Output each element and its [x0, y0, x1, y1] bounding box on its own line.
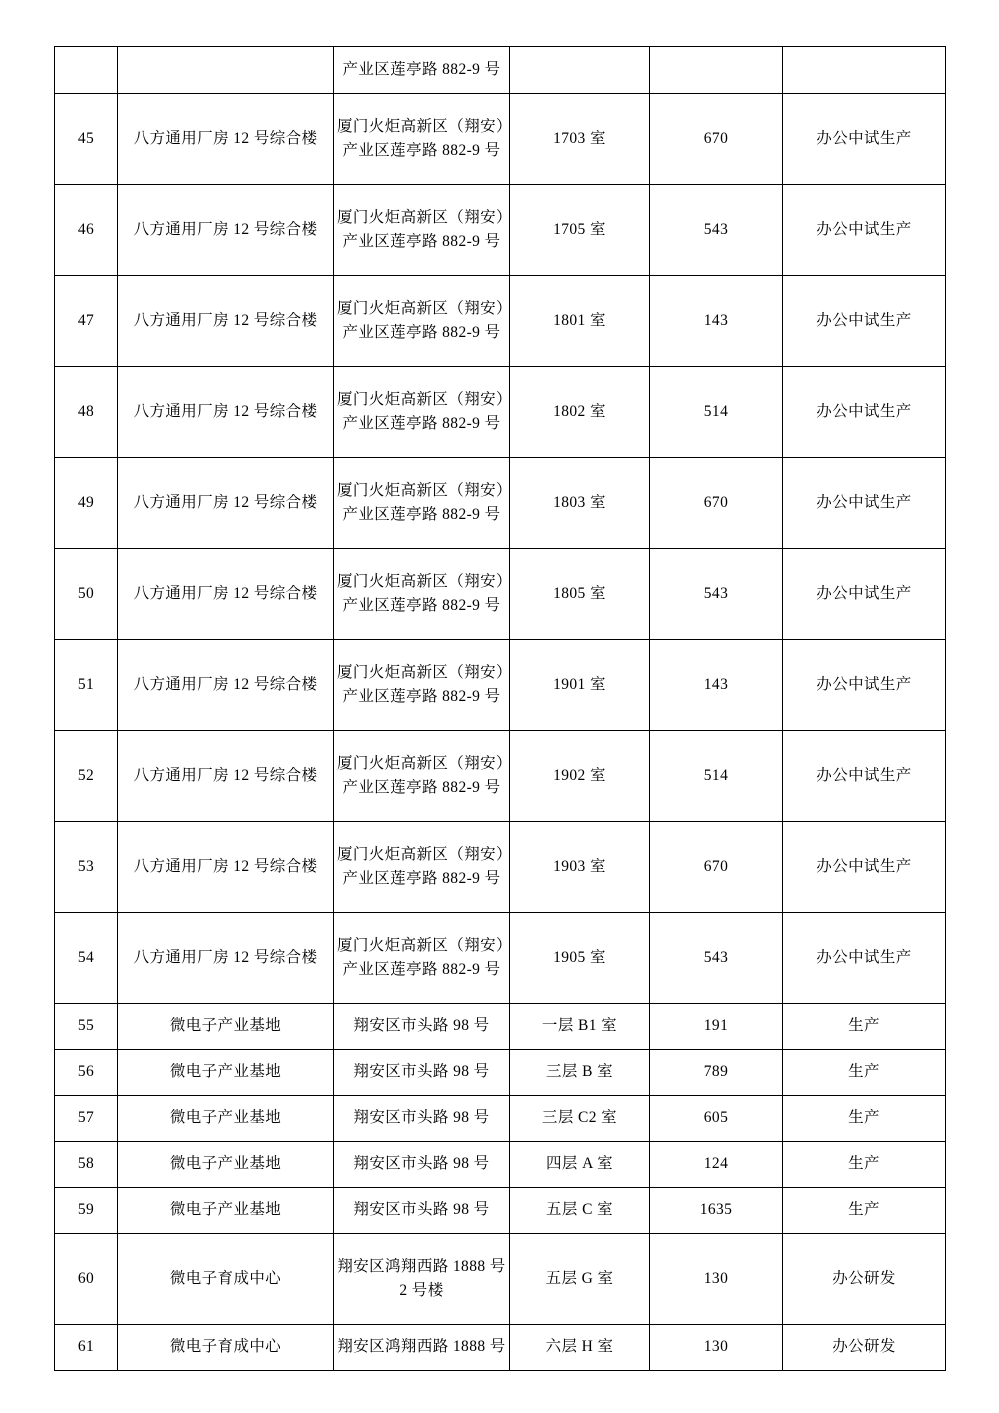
- cell-area: 605: [650, 1096, 783, 1142]
- address-line: 产业区莲亭路 882-9 号: [342, 233, 501, 250]
- address-line: 产业区莲亭路 882-9 号: [342, 961, 501, 978]
- property-listing-table: [54, 46, 946, 1371]
- cell-room: 1703 室: [510, 94, 650, 185]
- cell-area: 514: [650, 731, 783, 822]
- cell-building-name: 八方通用厂房 12 号综合楼: [118, 549, 334, 640]
- address-line: 翔安区市头路 98 号: [353, 1201, 490, 1219]
- table-row: [55, 1325, 946, 1371]
- cell-building-name: 八方通用厂房 12 号综合楼: [118, 367, 334, 458]
- cell-building-name: 微电子育成中心: [118, 1325, 334, 1371]
- cell-use: 办公研发: [783, 1234, 946, 1325]
- table-row: [55, 640, 946, 731]
- cell-room: 1705 室: [510, 185, 650, 276]
- table-row: [55, 822, 946, 913]
- cell-room: 1901 室: [510, 640, 650, 731]
- cell-use: 办公中试生产: [783, 549, 946, 640]
- cell-index: 57: [55, 1096, 118, 1142]
- address-line: 产业区莲亭路 882-9 号: [342, 779, 501, 796]
- cell-use: 生产: [783, 1050, 946, 1096]
- table-row: [55, 185, 946, 276]
- address-line: 2 号楼: [399, 1282, 444, 1299]
- cell-room: [510, 47, 650, 94]
- cell-room: 六层 H 室: [510, 1325, 650, 1371]
- cell-index: 47: [55, 276, 118, 367]
- cell-index: 56: [55, 1050, 118, 1096]
- cell-use: 办公中试生产: [783, 185, 946, 276]
- cell-room: 1805 室: [510, 549, 650, 640]
- cell-area: 143: [650, 640, 783, 731]
- cell-area: 514: [650, 367, 783, 458]
- address-line: 产业区莲亭路 882-9 号: [342, 688, 501, 705]
- address-line: 厦门火炬高新区（翔安）: [337, 117, 512, 135]
- cell-room: 三层 C2 室: [510, 1096, 650, 1142]
- table-row: [55, 458, 946, 549]
- cell-address: [334, 1142, 510, 1188]
- cell-building-name: 八方通用厂房 12 号综合楼: [118, 276, 334, 367]
- address-line: 厦门火炬高新区（翔安）: [337, 663, 512, 681]
- table-body: [55, 47, 946, 1371]
- table-row: [55, 94, 946, 185]
- cell-area: 543: [650, 913, 783, 1004]
- cell-building-name: 八方通用厂房 12 号综合楼: [118, 640, 334, 731]
- cell-index: 49: [55, 458, 118, 549]
- cell-room: 一层 B1 室: [510, 1004, 650, 1050]
- table-row: [55, 1096, 946, 1142]
- cell-building-name: 微电子产业基地: [118, 1142, 334, 1188]
- cell-room: 1903 室: [510, 822, 650, 913]
- cell-area: 143: [650, 276, 783, 367]
- cell-index: 51: [55, 640, 118, 731]
- cell-address: [334, 1096, 510, 1142]
- table-row: [55, 276, 946, 367]
- cell-address: [334, 1004, 510, 1050]
- cell-address: [334, 640, 510, 731]
- cell-address: [334, 458, 510, 549]
- cell-area: [650, 47, 783, 94]
- cell-index: 45: [55, 94, 118, 185]
- cell-address: [334, 1234, 510, 1325]
- cell-address: [334, 47, 510, 94]
- address-line: 厦门火炬高新区（翔安）: [337, 754, 512, 772]
- cell-index: 54: [55, 913, 118, 1004]
- table-row: [55, 1188, 946, 1234]
- cell-building-name: 微电子产业基地: [118, 1004, 334, 1050]
- cell-room: 三层 B 室: [510, 1050, 650, 1096]
- cell-address: [334, 276, 510, 367]
- cell-address: [334, 731, 510, 822]
- address-line: 翔安区市头路 98 号: [353, 1063, 490, 1081]
- cell-building-name: 微电子产业基地: [118, 1188, 334, 1234]
- cell-building-name: 微电子产业基地: [118, 1096, 334, 1142]
- cell-room: 1905 室: [510, 913, 650, 1004]
- cell-address: [334, 1325, 510, 1371]
- cell-area: 670: [650, 822, 783, 913]
- table-row-partial: [55, 47, 946, 94]
- address-line: 翔安区市头路 98 号: [353, 1017, 490, 1035]
- cell-address: [334, 185, 510, 276]
- address-line: 翔安区市头路 98 号: [353, 1109, 490, 1127]
- cell-area: 130: [650, 1234, 783, 1325]
- cell-index: 59: [55, 1188, 118, 1234]
- cell-area: 670: [650, 458, 783, 549]
- cell-index: 50: [55, 549, 118, 640]
- address-line: 产业区莲亭路 882-9 号: [342, 415, 501, 432]
- cell-address: [334, 1188, 510, 1234]
- cell-building-name: 八方通用厂房 12 号综合楼: [118, 458, 334, 549]
- cell-index: [55, 47, 118, 94]
- address-line: 厦门火炬高新区（翔安）: [337, 390, 512, 408]
- address-line: 翔安区鸿翔西路 1888 号: [337, 1338, 506, 1356]
- cell-use: 生产: [783, 1004, 946, 1050]
- address-line: 厦门火炬高新区（翔安）: [337, 208, 512, 226]
- cell-address: [334, 94, 510, 185]
- cell-area: 543: [650, 185, 783, 276]
- cell-address: [334, 549, 510, 640]
- cell-room: 五层 G 室: [510, 1234, 650, 1325]
- address-line: 产业区莲亭路 882-9 号: [342, 597, 501, 614]
- cell-building-name: [118, 47, 334, 94]
- cell-use: 生产: [783, 1096, 946, 1142]
- cell-address: [334, 367, 510, 458]
- cell-room: 1801 室: [510, 276, 650, 367]
- address-line: 厦门火炬高新区（翔安）: [337, 481, 512, 499]
- cell-area: 543: [650, 549, 783, 640]
- cell-use: 办公研发: [783, 1325, 946, 1371]
- cell-building-name: 微电子育成中心: [118, 1234, 334, 1325]
- cell-building-name: 八方通用厂房 12 号综合楼: [118, 185, 334, 276]
- cell-use: 办公中试生产: [783, 640, 946, 731]
- cell-index: 60: [55, 1234, 118, 1325]
- address-line: 产业区莲亭路 882-9 号: [342, 506, 501, 523]
- cell-building-name: 八方通用厂房 12 号综合楼: [118, 913, 334, 1004]
- address-line: 厦门火炬高新区（翔安）: [337, 572, 512, 590]
- cell-index: 48: [55, 367, 118, 458]
- address-line: 产业区莲亭路 882-9 号: [342, 324, 501, 341]
- cell-room: 四层 A 室: [510, 1142, 650, 1188]
- address-line: 产业区莲亭路 882-9 号: [342, 60, 501, 78]
- cell-use: 办公中试生产: [783, 94, 946, 185]
- cell-index: 61: [55, 1325, 118, 1371]
- cell-use: 办公中试生产: [783, 913, 946, 1004]
- cell-index: 46: [55, 185, 118, 276]
- table-row: [55, 1234, 946, 1325]
- address-line: 厦门火炬高新区（翔安）: [337, 845, 512, 863]
- table-row: [55, 1050, 946, 1096]
- cell-room: 1802 室: [510, 367, 650, 458]
- cell-use: 生产: [783, 1188, 946, 1234]
- cell-use: [783, 47, 946, 94]
- cell-index: 52: [55, 731, 118, 822]
- table-row: [55, 367, 946, 458]
- cell-use: 办公中试生产: [783, 822, 946, 913]
- cell-area: 670: [650, 94, 783, 185]
- cell-address: [334, 1050, 510, 1096]
- cell-building-name: 八方通用厂房 12 号综合楼: [118, 731, 334, 822]
- cell-use: 生产: [783, 1142, 946, 1188]
- cell-index: 55: [55, 1004, 118, 1050]
- cell-room: 1902 室: [510, 731, 650, 822]
- cell-room: 五层 C 室: [510, 1188, 650, 1234]
- address-line: 翔安区市头路 98 号: [353, 1155, 490, 1173]
- cell-address: [334, 913, 510, 1004]
- table-row: [55, 1142, 946, 1188]
- cell-use: 办公中试生产: [783, 458, 946, 549]
- cell-area: 1635: [650, 1188, 783, 1234]
- table-row: [55, 913, 946, 1004]
- cell-building-name: 八方通用厂房 12 号综合楼: [118, 94, 334, 185]
- cell-area: 191: [650, 1004, 783, 1050]
- table-row: [55, 1004, 946, 1050]
- cell-address: [334, 822, 510, 913]
- table-row: [55, 549, 946, 640]
- address-line: 厦门火炬高新区（翔安）: [337, 936, 512, 954]
- address-line: 产业区莲亭路 882-9 号: [342, 870, 501, 887]
- cell-building-name: 八方通用厂房 12 号综合楼: [118, 822, 334, 913]
- cell-building-name: 微电子产业基地: [118, 1050, 334, 1096]
- table-row: [55, 731, 946, 822]
- cell-area: 124: [650, 1142, 783, 1188]
- cell-use: 办公中试生产: [783, 731, 946, 822]
- address-line: 厦门火炬高新区（翔安）: [337, 299, 512, 317]
- cell-index: 58: [55, 1142, 118, 1188]
- cell-room: 1803 室: [510, 458, 650, 549]
- address-line: 翔安区鸿翔西路 1888 号: [337, 1257, 506, 1275]
- address-line: 产业区莲亭路 882-9 号: [342, 142, 501, 159]
- cell-area: 789: [650, 1050, 783, 1096]
- cell-index: 53: [55, 822, 118, 913]
- cell-use: 办公中试生产: [783, 276, 946, 367]
- cell-use: 办公中试生产: [783, 367, 946, 458]
- cell-area: 130: [650, 1325, 783, 1371]
